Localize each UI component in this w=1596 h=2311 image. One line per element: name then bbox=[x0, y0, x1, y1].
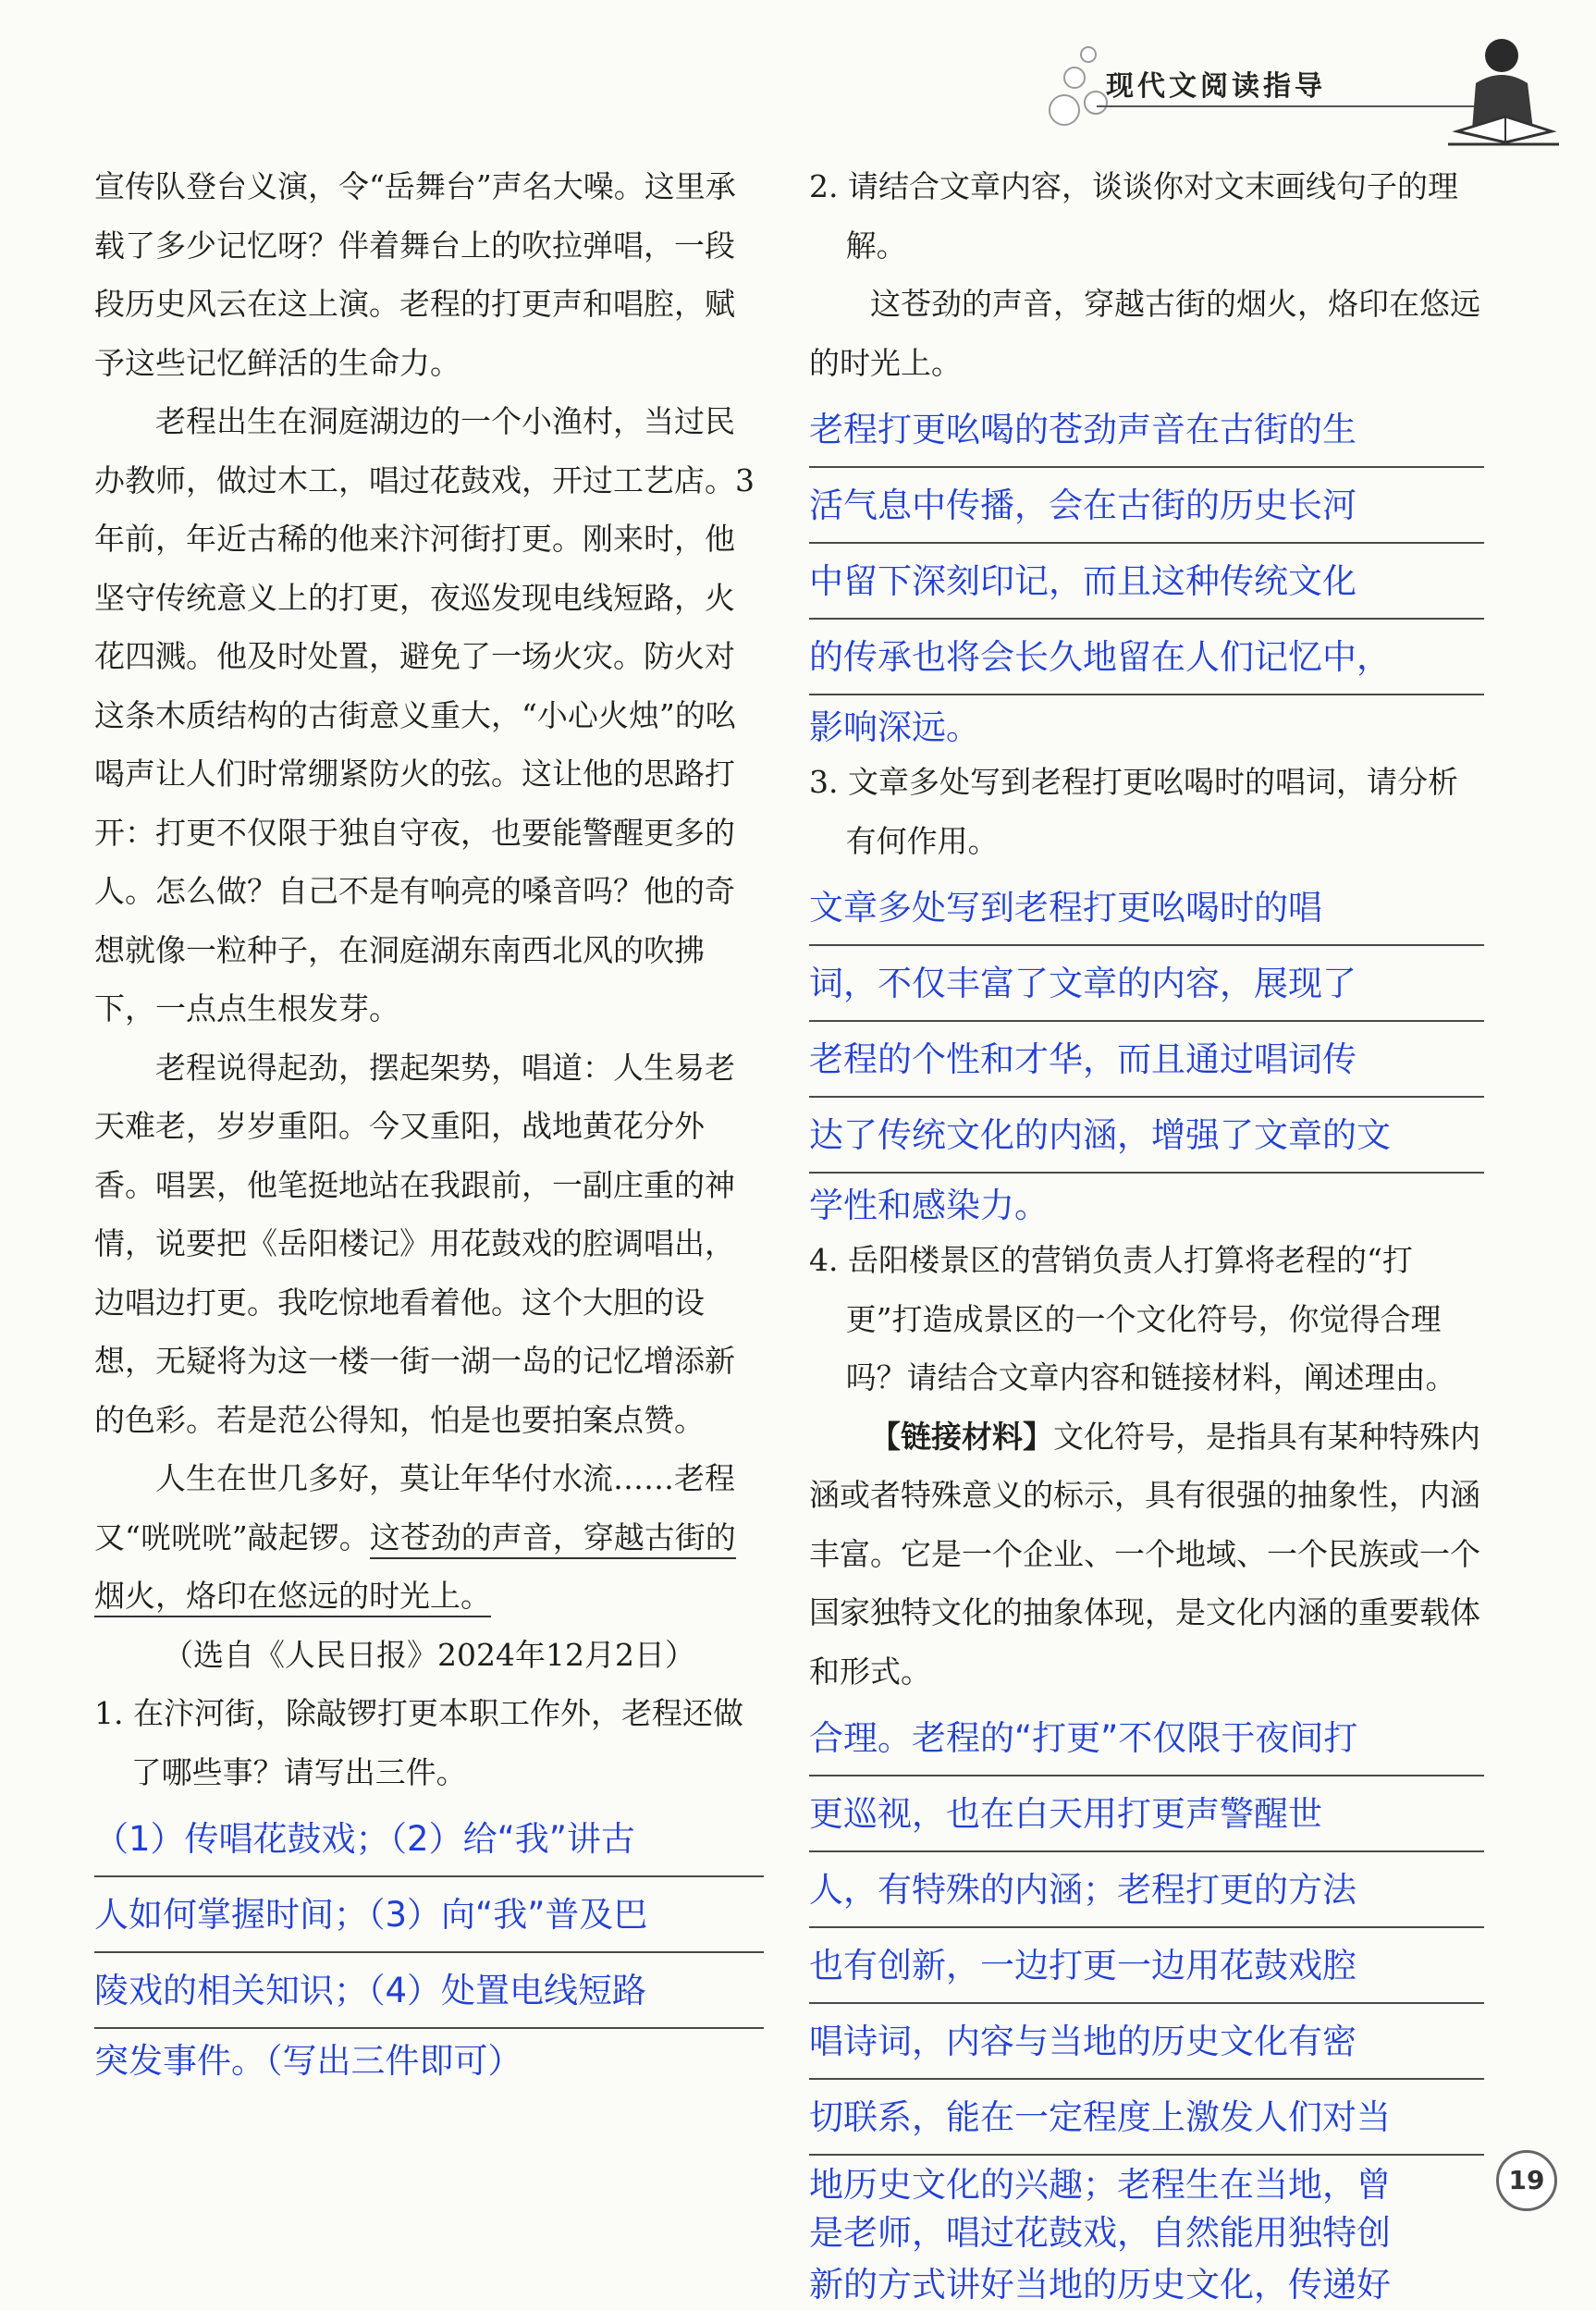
question-2-quote: 这苍劲的声音，穿越古街的烟火，烙印在悠远的时光上。 bbox=[809, 286, 1480, 381]
question-2: 2. 请结合文章内容，谈谈你对文末画线句子的理解。 bbox=[809, 168, 1458, 264]
answer-line: 唱诗词，内容与当地的历史文化有密 bbox=[809, 2004, 1484, 2080]
reading-student-icon bbox=[1448, 28, 1559, 148]
answer-line: 活气息中传播，会在古街的历史长河 bbox=[809, 468, 1484, 544]
link-material-text: 文化符号，是指具有某种特殊内涵或者特殊意义的标示，具有很强的抽象性，内涵丰富。它是一个企业、一个地域、一个民族或一个国家独特文化的抽象体现，是文化内涵的重要载体和形式。 bbox=[809, 1418, 1480, 1690]
answer-1 bbox=[94, 1801, 764, 2086]
page-number: 19 bbox=[1496, 2150, 1557, 2211]
passage-paragraph-last bbox=[94, 1449, 764, 1626]
answer-line: 新的方式讲好当地的历史文化，传递好 bbox=[809, 2265, 1391, 2305]
right-column bbox=[809, 157, 1484, 2311]
passage-paragraph: 老程出生在洞庭湖边的一个小渔村，当过民办教师，做过木工，唱过花鼓戏，开过工艺店。3年前，年近古稀的他来汴河街打更。刚来时，他坚守传统意义上的打更，夜巡发现电线短路，火花四溅。他及时处置，避免了一场火灾。防火对这条木质结构的古街意义重大，“小心火烛”的吆喝声让人们时常绷紧防火的弦。这让他的思路打开：打更不仅限于独自守夜，也要能警醒更多的人。怎么做？自己不是有响亮的嗓音吗？他的奇想就像一粒种子，在洞庭湖东南西北风的吹拂下，一点点生根发芽。 bbox=[94, 403, 755, 1026]
header-title: 现代文阅读指导 bbox=[1106, 70, 1326, 103]
answer-2 bbox=[809, 392, 1484, 753]
answer-line: 学性和感染力。 bbox=[809, 1186, 1049, 1225]
answer-line: 影响深远。 bbox=[809, 707, 980, 747]
answer-line: 地历史文化的兴趣；老程生在当地，曾 bbox=[809, 2165, 1391, 2205]
answer-line: 人，有特殊的内涵；老程打更的方法 bbox=[809, 1852, 1484, 1928]
answer-line: 更巡视，也在白天用打更声警醒世 bbox=[809, 1776, 1484, 1852]
question-3: 3. 文章多处写到老程打更吆喝时的唱词，请分析有何作用。 bbox=[809, 764, 1458, 859]
passage-paragraph: 宣传队登台义演，令“岳舞台”声名大噪。这里承载了多少记忆呀？伴着舞台上的吹拉弹唱，一段段历史风云在这上演。老程的打更声和唱腔，赋予这些记忆鲜活的生命力。 bbox=[94, 168, 736, 381]
answer-4 bbox=[809, 1701, 1484, 2311]
left-column bbox=[94, 157, 764, 2086]
answer-line: 文章多处写到老程打更吆喝时的唱 bbox=[809, 870, 1484, 946]
page-header bbox=[1041, 28, 1559, 148]
answer-line: 中留下深刻印记，而且这种传统文化 bbox=[809, 544, 1484, 620]
answer-line: 陵戏的相关知识；（4）处置电线短路 bbox=[94, 1953, 764, 2029]
question-1: 1. 在汴河街，除敲锣打更本职工作外，老程还做了哪些事？请写出三件。 bbox=[94, 1695, 743, 1790]
answer-line: 切联系，能在一定程度上激发人们对当 bbox=[809, 2080, 1484, 2156]
answer-line: 老程的个性和才华，而且通过唱词传 bbox=[809, 1022, 1484, 1098]
link-material-label: 【链接材料】 bbox=[870, 1418, 1053, 1455]
passage-text: 人生在世几多好，莫让年华付水流……老程又“咣咣咣”敲起锣。 bbox=[94, 1460, 735, 1555]
answer-line: 词，不仅丰富了文章的内容，展现了 bbox=[809, 946, 1484, 1022]
answer-line: 是老师，唱过花鼓戏，自然能用独特创 bbox=[809, 2213, 1391, 2253]
answer-line: 合理。老程的“打更”不仅限于夜间打 bbox=[809, 1701, 1484, 1776]
answer-3 bbox=[809, 870, 1484, 1231]
answer-line: 老程打更吆喝的苍劲声音在古街的生 bbox=[809, 392, 1484, 468]
question-4: 4. 岳阳楼景区的营销负责人打算将老程的“打更”打造成景区的一个文化符号，你觉得合理吗？请结合文章内容和链接材料，阐述理由。 bbox=[809, 1242, 1456, 1395]
passage-paragraph: 老程说得起劲，摆起架势，唱道：人生易老天难老，岁岁重阳。今又重阳，战地黄花分外香。唱罢，他笔挺地站在我跟前，一副庄重的神情，说要把《岳阳楼记》用花鼓戏的腔调唱出，边唱边打更。我吃惊地看着他。这个大胆的设想，无疑将为这一楼一街一湖一岛的记忆增添新的色彩。若是范公得知，怕是也要拍案点赞。 bbox=[94, 1049, 735, 1438]
answer-line: 的传承也将会长久地留在人们记忆中， bbox=[809, 620, 1484, 695]
answer-line: （1）传唱花鼓戏；（2）给“我”讲古 bbox=[94, 1801, 764, 1877]
link-material bbox=[809, 1407, 1484, 1702]
answer-line: 人如何掌握时间；（3）向“我”普及巴 bbox=[94, 1877, 764, 1953]
underlined-sentence: 这苍劲的声音，穿越古街的烟火，烙印在悠远的时光上。 bbox=[94, 1519, 736, 1618]
answer-line: 突发事件。（写出三件即可） bbox=[94, 2041, 522, 2081]
answer-line: 也有创新，一边打更一边用花鼓戏腔 bbox=[809, 1928, 1484, 2004]
answer-line: 达了传统文化的内涵，增强了文章的文 bbox=[809, 1098, 1484, 1174]
header-rule bbox=[1097, 105, 1504, 107]
passage-source: （选自《人民日报》2024年12月2日） bbox=[163, 1636, 695, 1673]
